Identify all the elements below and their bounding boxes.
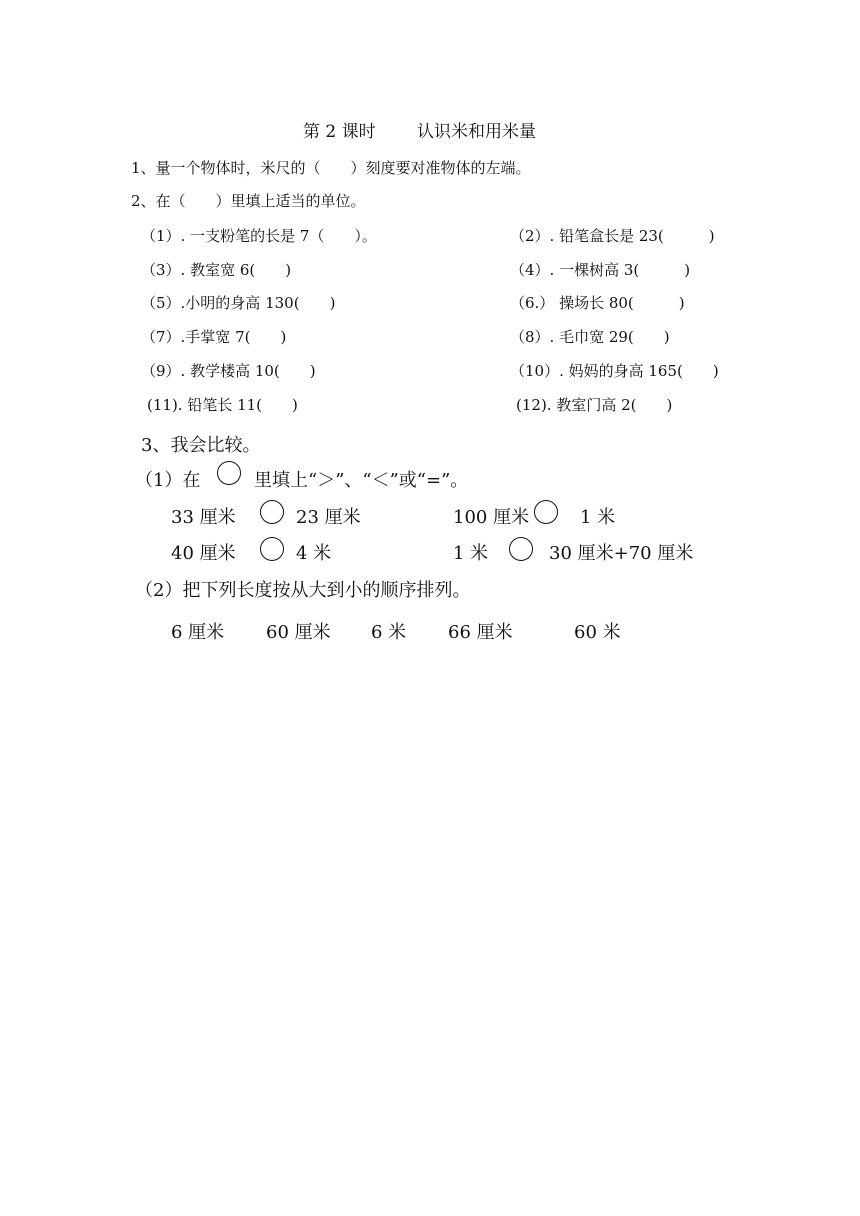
comparison-2-right: 1 米	[580, 507, 616, 528]
q2-item-6: （6.） 操场长 80( )	[510, 294, 685, 312]
q2-item-5: （5）.小明的身高 130( )	[141, 294, 336, 312]
comparison-2-left: 100 厘米	[453, 507, 530, 528]
q2-item-10: （10）. 妈妈的身高 165( )	[510, 362, 719, 380]
comparison-1-left: 33 厘米	[171, 507, 236, 528]
length-item: 60 厘米	[266, 622, 331, 643]
q2-item-8: （8）. 毛巾宽 29( )	[510, 328, 670, 346]
question-1: 1、量一个物体时，米尺的（ ）刻度要对准物体的左端。	[131, 159, 531, 177]
q2-item-7: （7）.手掌宽 7( )	[141, 328, 287, 346]
comparison-1-answer-circle[interactable]	[260, 500, 284, 524]
compare-circle-icon	[217, 461, 241, 485]
q2-item-9: （9）. 教学楼高 10( )	[141, 362, 316, 380]
comparison-3-left: 40 厘米	[171, 543, 236, 564]
question-3-heading: 3、我会比较。	[141, 435, 261, 456]
comparison-4-right: 30 厘米+70 厘米	[549, 543, 694, 564]
q2-item-4: （4）. 一棵树高 3( )	[510, 261, 691, 279]
q3-part2-instruction: （2）把下列长度按从大到小的顺序排列。	[135, 580, 471, 601]
comparison-2-answer-circle[interactable]	[534, 500, 558, 524]
q2-item-2: （2）. 铅笔盒长是 23( )	[510, 227, 715, 245]
q2-item-1: （1）. 一支粉笔的长是 7（ ）。	[141, 227, 377, 245]
q3-part1-prefix: （1）在	[135, 470, 201, 491]
length-item: 6 米	[371, 622, 407, 643]
length-item: 60 米	[574, 622, 621, 643]
q2-item-3: （3）. 教室宽 6( )	[141, 261, 292, 279]
comparison-1-right: 23 厘米	[296, 507, 361, 528]
comparison-4-answer-circle[interactable]	[509, 537, 533, 561]
length-item: 66 厘米	[448, 622, 513, 643]
q2-item-11: (11). 铅笔长 11( )	[147, 396, 298, 414]
length-item: 6 厘米	[171, 622, 225, 643]
comparison-3-right: 4 米	[296, 543, 332, 564]
page-title: 认识米和用米量	[417, 122, 536, 142]
comparison-3-answer-circle[interactable]	[260, 537, 284, 561]
question-2-heading: 2、在（ ）里填上适当的单位。	[131, 192, 366, 210]
comparison-4-left: 1 米	[453, 543, 489, 564]
lesson-label: 第 2 课时	[303, 122, 376, 142]
q2-item-12: (12). 教室门高 2( )	[516, 396, 673, 414]
q3-part1-suffix: 里填上“＞”、“＜”或“=”。	[254, 470, 469, 491]
